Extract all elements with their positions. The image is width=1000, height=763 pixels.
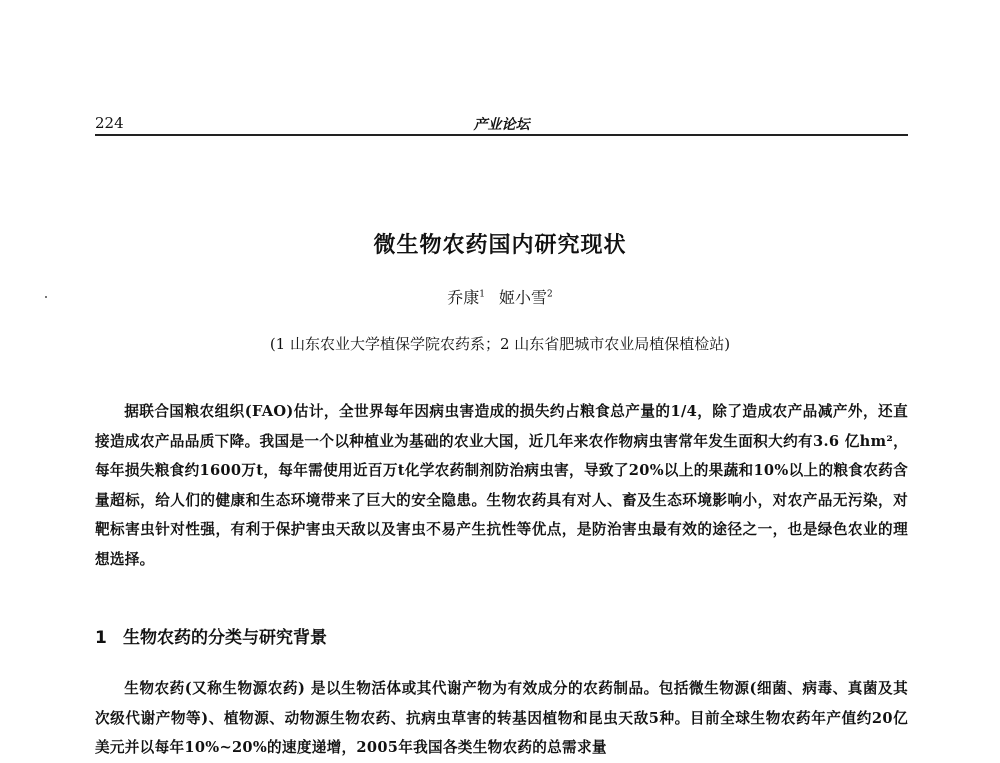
abstract-paragraph: 据联合国粮农组织(FAO)估计，全世界每年因病虫害造成的损失约占粮食总产量的1/4，除了造成农产品减产外，还直接造成农产品品质下降。我国是一个以种植业为基础的农业大国，近几年来农作物病虫害常年发生面积大约有3.6 亿hm²，每年损失粮食约1600万t，每年需使用近百万t化学农药制剂防治病虫害，导致了20%以上的果蔬和10%以上的粮食农药含量超标，给人们的健康和生态环境带来了巨大的安全隐患。生物农药具有对人、畜及生态环境影响小，对农产品无污染，对靶标害虫针对性强，有利于保护害虫天敌以及害虫不易产生抗性等优点，是防治害虫最有效的途径之一，也是绿色农业的理想选择。 — [95, 403, 908, 568]
author-affiliation-mark: 2 — [547, 289, 553, 300]
running-title: 产业论坛 — [473, 117, 530, 133]
section-heading — [95, 623, 327, 648]
page-number: 224 — [95, 114, 124, 132]
article-title: 微生物农药国内研究现状 — [373, 233, 627, 258]
body-paragraph: 生物农药(又称生物源农药) 是以生物活体或其代谢产物为有效成分的农药制品。包括微生物源(细菌、病毒、真菌及其次级代谢产物等)、植物源、动物源生物农药、抗病虫草害的转基因植物和昆虫天敌5种。目前全球生物农药年产值约20亿美元并以每年10%~20%的速度递增，2005年我国各类生物农药的总需求量 — [95, 680, 908, 756]
section-title: 生物农药的分类与研究背景 — [123, 628, 327, 648]
page-header — [95, 114, 908, 136]
section-number: 1 — [95, 628, 107, 648]
author-affiliation-mark: 1 — [479, 289, 485, 300]
author-name: 姬小雪 — [499, 288, 548, 307]
affiliation: (1 山东农业大学植保学院农药系；2 山东省肥城市农业局植保植检站) — [269, 335, 731, 353]
author-name: 乔康 — [447, 288, 480, 307]
author-line — [0, 285, 1000, 308]
